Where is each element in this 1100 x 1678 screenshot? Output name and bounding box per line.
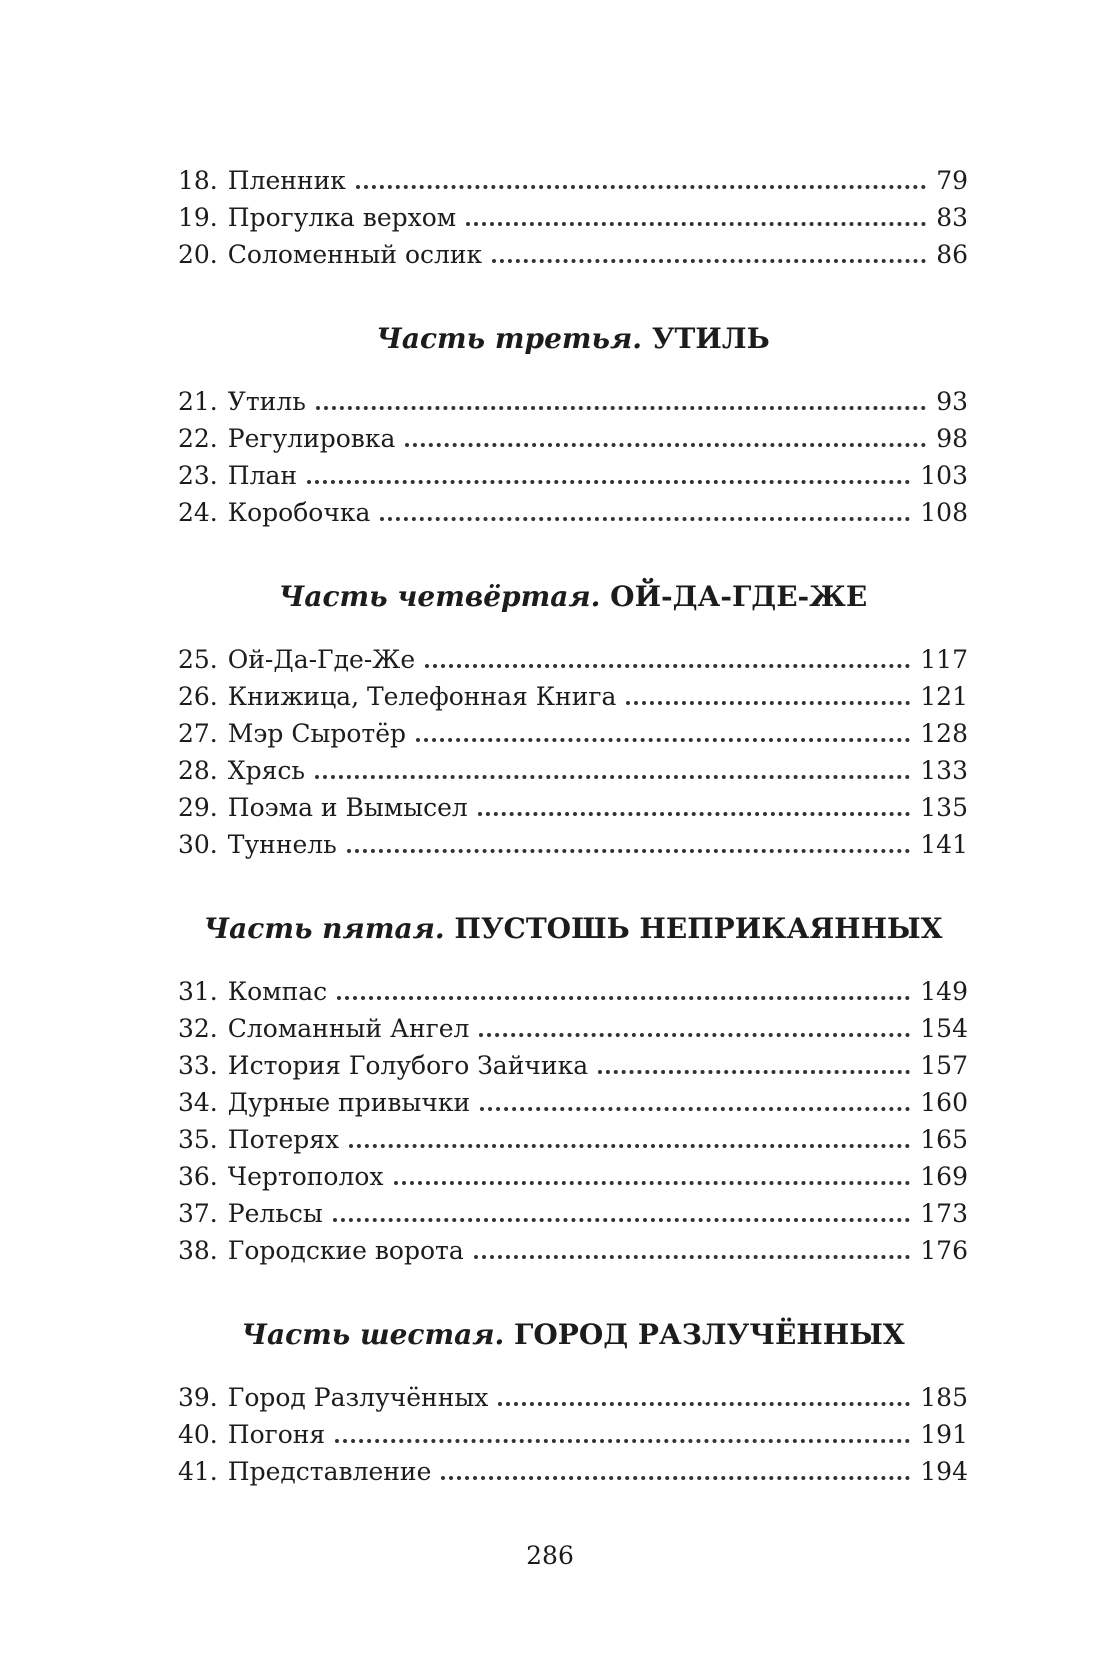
toc-entry (178, 1158, 968, 1195)
chapter-page: 191 (920, 1420, 968, 1449)
dot-leader (425, 664, 910, 668)
chapter-page: 133 (920, 756, 968, 785)
chapter-page: 176 (920, 1236, 968, 1265)
toc-entry (178, 1232, 968, 1269)
chapter-number: 40. (178, 1420, 218, 1449)
chapter-number: 31. (178, 977, 218, 1006)
chapter-number: 33. (178, 1051, 218, 1080)
dot-leader (498, 1402, 910, 1406)
chapter-title: Погоня (227, 1420, 326, 1449)
chapter-title: Утиль (227, 387, 306, 416)
toc-entry (178, 1453, 968, 1490)
chapter-number: 37. (178, 1199, 218, 1228)
chapter-number: 21. (178, 387, 218, 416)
toc-entry (178, 826, 968, 863)
toc-entry (178, 1379, 968, 1416)
toc-entry (178, 1010, 968, 1047)
chapter-page: 121 (920, 682, 968, 711)
chapter-number: 29. (178, 793, 218, 822)
chapter-page: 154 (920, 1014, 968, 1043)
dot-leader (598, 1070, 910, 1074)
chapter-number: 26. (178, 682, 218, 711)
chapter-number: 30. (178, 830, 218, 859)
part-label: Часть шестая. (241, 1318, 505, 1351)
chapter-number: 27. (178, 719, 218, 748)
chapter-title: Потерях (227, 1125, 340, 1154)
chapter-number: 38. (178, 1236, 218, 1265)
chapter-number: 19. (178, 203, 218, 232)
chapter-number: 24. (178, 498, 218, 527)
dot-leader (316, 406, 926, 410)
chapter-page: 149 (920, 977, 968, 1006)
toc-entry (178, 789, 968, 826)
toc-entry (178, 973, 968, 1010)
dot-leader (626, 701, 910, 705)
part-name: УТИЛЬ (651, 322, 770, 355)
chapter-title: Хрясь (227, 756, 305, 785)
chapter-title: Город Разлучённых (227, 1383, 489, 1412)
part-heading (178, 577, 968, 617)
page-number: 286 (526, 1541, 574, 1570)
chapter-number: 20. (178, 240, 218, 269)
toc-entry (178, 1121, 968, 1158)
chapter-title: Коробочка (227, 498, 371, 527)
dot-leader (380, 517, 910, 521)
dot-leader (356, 185, 926, 189)
toc-entry (178, 641, 968, 678)
chapter-page: 157 (920, 1051, 968, 1080)
dot-leader (333, 1218, 911, 1222)
part-name: ОЙ-ДА-ГДЕ-ЖЕ (610, 580, 868, 613)
chapter-title: Прогулка верхом (227, 203, 457, 232)
toc-section (178, 909, 968, 1269)
chapter-title: Городские ворота (227, 1236, 464, 1265)
part-heading (178, 909, 968, 949)
toc-entry (178, 678, 968, 715)
chapter-number: 36. (178, 1162, 218, 1191)
chapter-number: 25. (178, 645, 218, 674)
toc-entry (178, 752, 968, 789)
chapter-number: 23. (178, 461, 218, 490)
chapter-number: 18. (178, 166, 218, 195)
chapter-page: 194 (920, 1457, 968, 1486)
toc-entry (178, 1084, 968, 1121)
chapter-title: План (227, 461, 298, 490)
part-heading (178, 319, 968, 359)
chapter-title: Книжица, Телефонная Книга (227, 682, 617, 711)
chapter-number: 32. (178, 1014, 218, 1043)
chapter-title: Чертополох (227, 1162, 384, 1191)
part-label: Часть пятая. (203, 912, 445, 945)
chapter-number: 39. (178, 1383, 218, 1412)
dot-leader (394, 1181, 911, 1185)
toc-entry (178, 494, 968, 531)
dot-leader (466, 222, 926, 226)
toc-entry (178, 383, 968, 420)
chapter-title: Сломанный Ангел (227, 1014, 470, 1043)
chapter-title: История Голубого Зайчика (227, 1051, 589, 1080)
chapter-page: 108 (920, 498, 968, 527)
toc-entry (178, 1195, 968, 1232)
toc-entry (178, 1047, 968, 1084)
chapter-page: 128 (920, 719, 968, 748)
toc-section (178, 319, 968, 531)
toc-entry (178, 715, 968, 752)
chapter-title: Рельсы (227, 1199, 323, 1228)
table-of-contents (178, 162, 968, 1490)
chapter-title: Пленник (227, 166, 346, 195)
chapter-title: Туннель (227, 830, 337, 859)
dot-leader (479, 1033, 910, 1037)
toc-entry (178, 236, 968, 273)
toc-section (178, 1315, 968, 1490)
chapter-title: Мэр Сыротёр (227, 719, 407, 748)
chapter-page: 165 (920, 1125, 968, 1154)
dot-leader (349, 1144, 910, 1148)
chapter-page: 185 (920, 1383, 968, 1412)
chapter-page: 93 (936, 387, 968, 416)
part-heading (178, 1315, 968, 1355)
toc-section (178, 162, 968, 273)
chapter-number: 34. (178, 1088, 218, 1117)
chapter-title: Ой-Да-Где-Же (227, 645, 416, 674)
toc-entry (178, 457, 968, 494)
chapter-title: Поэма и Вымысел (227, 793, 468, 822)
chapter-title: Регулировка (227, 424, 396, 453)
dot-leader (307, 480, 910, 484)
chapter-number: 35. (178, 1125, 218, 1154)
chapter-page: 141 (920, 830, 968, 859)
dot-leader (335, 1439, 910, 1443)
chapter-page: 117 (920, 645, 968, 674)
chapter-number: 28. (178, 756, 218, 785)
dot-leader (315, 775, 910, 779)
dot-leader (337, 996, 910, 1000)
chapter-page: 135 (920, 793, 968, 822)
part-label: Часть третья. (376, 322, 643, 355)
chapter-page: 169 (920, 1162, 968, 1191)
dot-leader (480, 1107, 910, 1111)
toc-entry (178, 162, 968, 199)
chapter-page: 98 (936, 424, 968, 453)
chapter-page: 83 (936, 203, 968, 232)
toc-section (178, 577, 968, 863)
toc-entry (178, 199, 968, 236)
chapter-page: 79 (936, 166, 968, 195)
part-name: ПУСТОШЬ НЕПРИКАЯННЫХ (454, 912, 943, 945)
chapter-page: 173 (920, 1199, 968, 1228)
dot-leader (347, 849, 911, 853)
dot-leader (405, 443, 926, 447)
chapter-title: Дурные привычки (227, 1088, 471, 1117)
dot-leader (478, 812, 910, 816)
part-label: Часть четвёртая. (278, 580, 601, 613)
dot-leader (492, 259, 926, 263)
chapter-page: 103 (920, 461, 968, 490)
chapter-number: 22. (178, 424, 218, 453)
chapter-number: 41. (178, 1457, 218, 1486)
part-name: ГОРОД РАЗЛУЧЁННЫХ (514, 1318, 905, 1351)
chapter-title: Соломенный ослик (227, 240, 483, 269)
chapter-page: 86 (936, 240, 968, 269)
chapter-title: Компас (227, 977, 328, 1006)
toc-entry (178, 1416, 968, 1453)
dot-leader (474, 1255, 911, 1259)
toc-entry (178, 420, 968, 457)
dot-leader (416, 738, 910, 742)
dot-leader (441, 1476, 910, 1480)
chapter-title: Представление (227, 1457, 432, 1486)
chapter-page: 160 (920, 1088, 968, 1117)
